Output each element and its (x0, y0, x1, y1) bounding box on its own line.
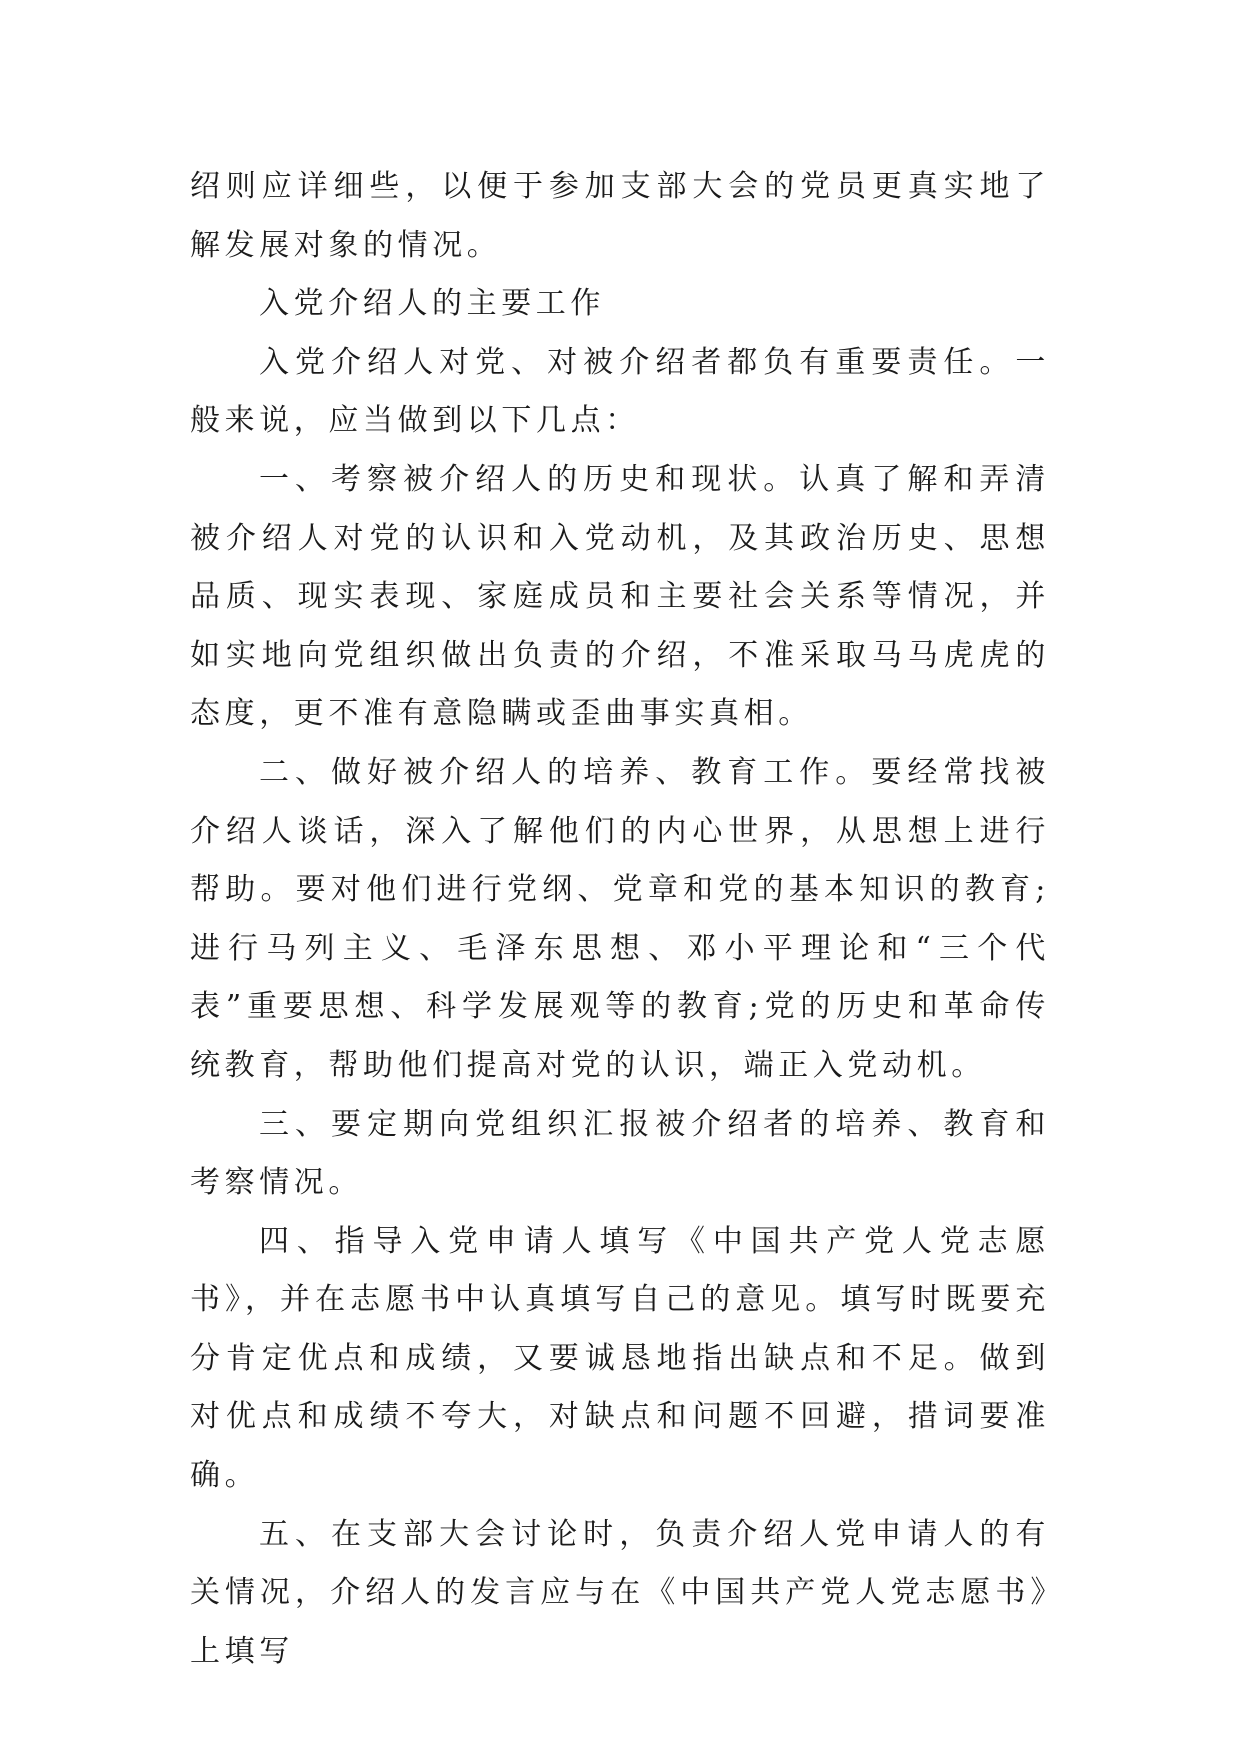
paragraph-point-1: 一、考察被介绍人的历史和现状。认真了解和弄清被介绍人对党的认识和入党动机，及其政治历史、思想品质、现实表现、家庭成员和主要社会关系等情况，并如实地向党组织做出负责的介绍，不准采取马马虎虎的态度，更不准有意隐瞒或歪曲事实真相。 (190, 461, 1050, 732)
paragraph-point-2: 二、做好被介绍人的培养、教育工作。要经常找被介绍人谈话，深入了解他们的内心世界，从思想上进行帮助。要对他们进行党纲、党章和党的基本知识的教育;进行马列主义、毛泽东思想、邓小平理论和“三个代表”重要思想、科学发展观等的教育;党的历史和革命传统教育，帮助他们提高对党的认识，端正入党动机。 (190, 754, 1050, 1083)
paragraph-continuation: 绍则应详细些，以便于参加支部大会的党员更真实地了解发展对象的情况。 (190, 169, 1050, 263)
paragraph-point-4: 四、指导入党申请人填写《中国共产党人党志愿书》，并在志愿书中认真填写自己的意见。填写时既要充分肯定优点和成绩，又要诚恳地指出缺点和不足。做到对优点和成绩不夸大，对缺点和问题不回避，措词要准确。 (190, 1223, 1050, 1494)
document-body (190, 158, 1050, 1681)
section-heading: 入党介绍人的主要工作 (259, 286, 605, 322)
paragraph-point-3: 三、要定期向党组织汇报被介绍者的培养、教育和考察情况。 (190, 1106, 1050, 1201)
paragraph-point-5: 五、在支部大会讨论时，负责介绍人党申请人的有关情况，介绍人的发言应与在《中国共产党人党志愿书》上填写 (190, 1516, 1050, 1669)
paragraph-intro: 入党介绍人对党、对被介绍者都负有重要责任。一般来说，应当做到以下几点： (190, 344, 1050, 439)
